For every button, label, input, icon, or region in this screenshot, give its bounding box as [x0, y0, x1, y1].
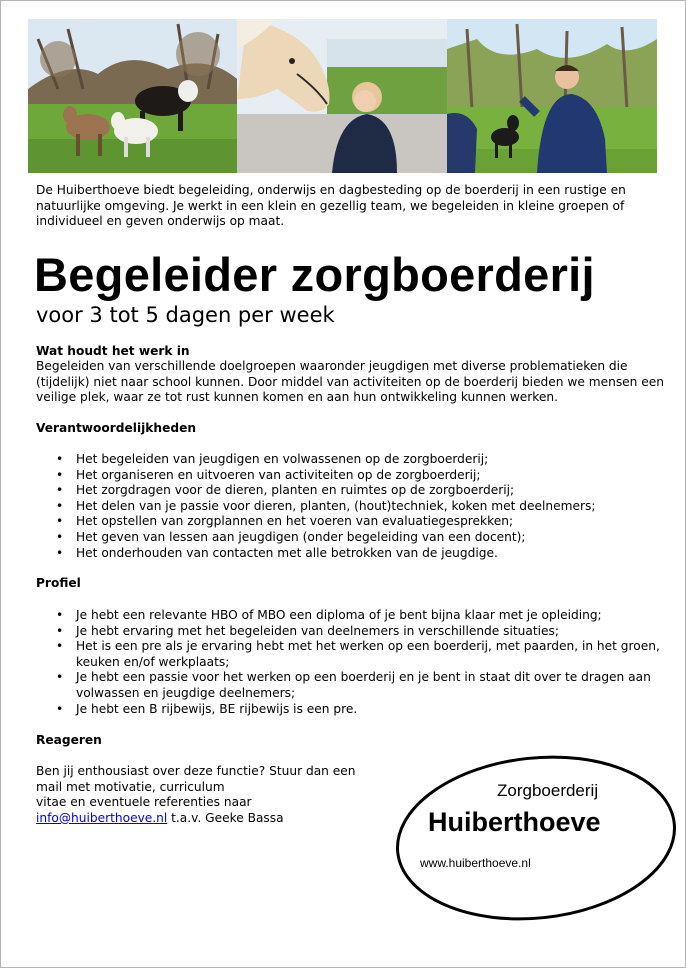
list-item-text: Je hebt ervaring met het begeleiden van deelnemers in verschillende situaties; [76, 623, 559, 638]
list-item [36, 639, 681, 670]
bullet-icon: • [56, 701, 64, 716]
list-item-text: Het opstellen van zorgplannen en het voeren van evaluatiegesprekken; [76, 514, 514, 529]
list-item [36, 514, 681, 530]
react-contact-line [36, 811, 376, 827]
list-item [36, 546, 681, 562]
list-item-text: Het delen van je passie voor dieren, planten, (hout)techniek, koken met deelnemers; [76, 498, 596, 513]
work-description: Begeleiden van verschillende doelgroepen waaronder jeugdigen met diverse problematieken die (tijdelijk) niet naar school kunnen. Door middel van activiteiten op de boerderij bieden we mensen een veilige plek, waar ze tot rust kunnen komen en aan hun ontwikkeling kunnen werken. [36, 359, 664, 405]
logo-oval-shape [393, 753, 679, 923]
list-item [36, 702, 681, 718]
list-item [36, 468, 681, 484]
bullet-icon: • [56, 452, 64, 466]
responsibilities-heading: Verantwoordelijkheden [36, 421, 197, 435]
photo-goats-and-cow [28, 19, 237, 173]
react-line: Ben jij enthousiast over deze functie? Stuur dan een [36, 764, 356, 778]
list-item-text: Het begeleiden van jeugdigen en volwassenen op de zorgboerderij; [76, 452, 489, 466]
responsibilities-list [36, 452, 681, 561]
bullet-icon: • [56, 639, 64, 654]
logo-tagline: Zorgboerderij [497, 781, 599, 800]
bullet-icon: • [56, 483, 64, 498]
list-item [36, 499, 681, 515]
react-line: vitae en eventuele referenties naar [36, 795, 252, 810]
list-item-text: Het zorgdragen voor de dieren, planten en ruimtes op de zorgboerderij; [76, 483, 515, 498]
bullet-icon: • [56, 514, 64, 529]
list-item-text: Het is een pre als je ervaring hebt met het werken op een boerderij, met paarden, in het groen, keuken en/of werkplaats; [76, 639, 660, 669]
react-line: mail met motivatie, curriculum [36, 779, 225, 794]
list-item-text: Het organiseren en uitvoeren van activiteiten op de zorgboerderij; [76, 467, 481, 482]
page-title: Begeleider zorgboerderij [34, 248, 595, 301]
bullet-icon: • [56, 529, 64, 544]
intro-paragraph: De Huiberthoeve biedt begeleiding, onderwijs en dagbesteding op de boerderij in een rustige en natuurlijke omgeving. Je werkt in een klein en gezellig team, we begeleiden in kleine groepen of individueel en geven onderwijs op maat. [36, 183, 626, 229]
work-heading: Wat houdt het werk in [36, 344, 190, 358]
list-item-text: Je hebt een B rijbewijs, BE rijbewijs is een pre. [76, 701, 358, 716]
attention-text: t.a.v. Geeke Bassa [167, 810, 284, 825]
page-subtitle: voor 3 tot 5 dagen per week [36, 303, 335, 327]
list-item-text: Het geven van lessen aan jeugdigen (onder begeleiding van een docent); [76, 529, 526, 544]
list-item [36, 624, 681, 640]
react-paragraph [36, 764, 376, 826]
list-item-text: Je hebt een passie voor het werken op een boerderij en je bent in staat dit over te dragen aan volwassen en jeugdige deelnemers; [76, 670, 651, 700]
list-item-text: Je hebt een relevante HBO of MBO een diploma of je bent bijna klaar met je opleiding; [76, 608, 602, 622]
company-logo [393, 753, 679, 923]
list-item [36, 608, 681, 624]
list-item-text: Het onderhouden van contacten met alle betrokken van de jeugdige. [76, 545, 498, 560]
bullet-icon: • [56, 545, 64, 560]
list-item [36, 670, 681, 701]
list-item [36, 452, 681, 468]
bullet-icon: • [56, 498, 64, 513]
bullet-icon: • [56, 608, 64, 622]
photo-girl-with-horse [237, 19, 447, 173]
list-item [36, 530, 681, 546]
bullet-icon: • [56, 467, 64, 482]
profile-heading: Profiel [36, 576, 81, 590]
bullet-icon: • [56, 623, 64, 638]
logo-name: Huiberthoeve [428, 807, 601, 837]
bullet-icon: • [56, 670, 64, 685]
profile-list [36, 608, 681, 717]
photo-man-with-lamb [447, 19, 657, 173]
email-link[interactable]: info@huiberthoeve.nl [36, 810, 168, 825]
react-heading: Reageren [36, 733, 102, 747]
list-item [36, 483, 681, 499]
logo-website: www.huiberthoeve.nl [420, 856, 531, 870]
